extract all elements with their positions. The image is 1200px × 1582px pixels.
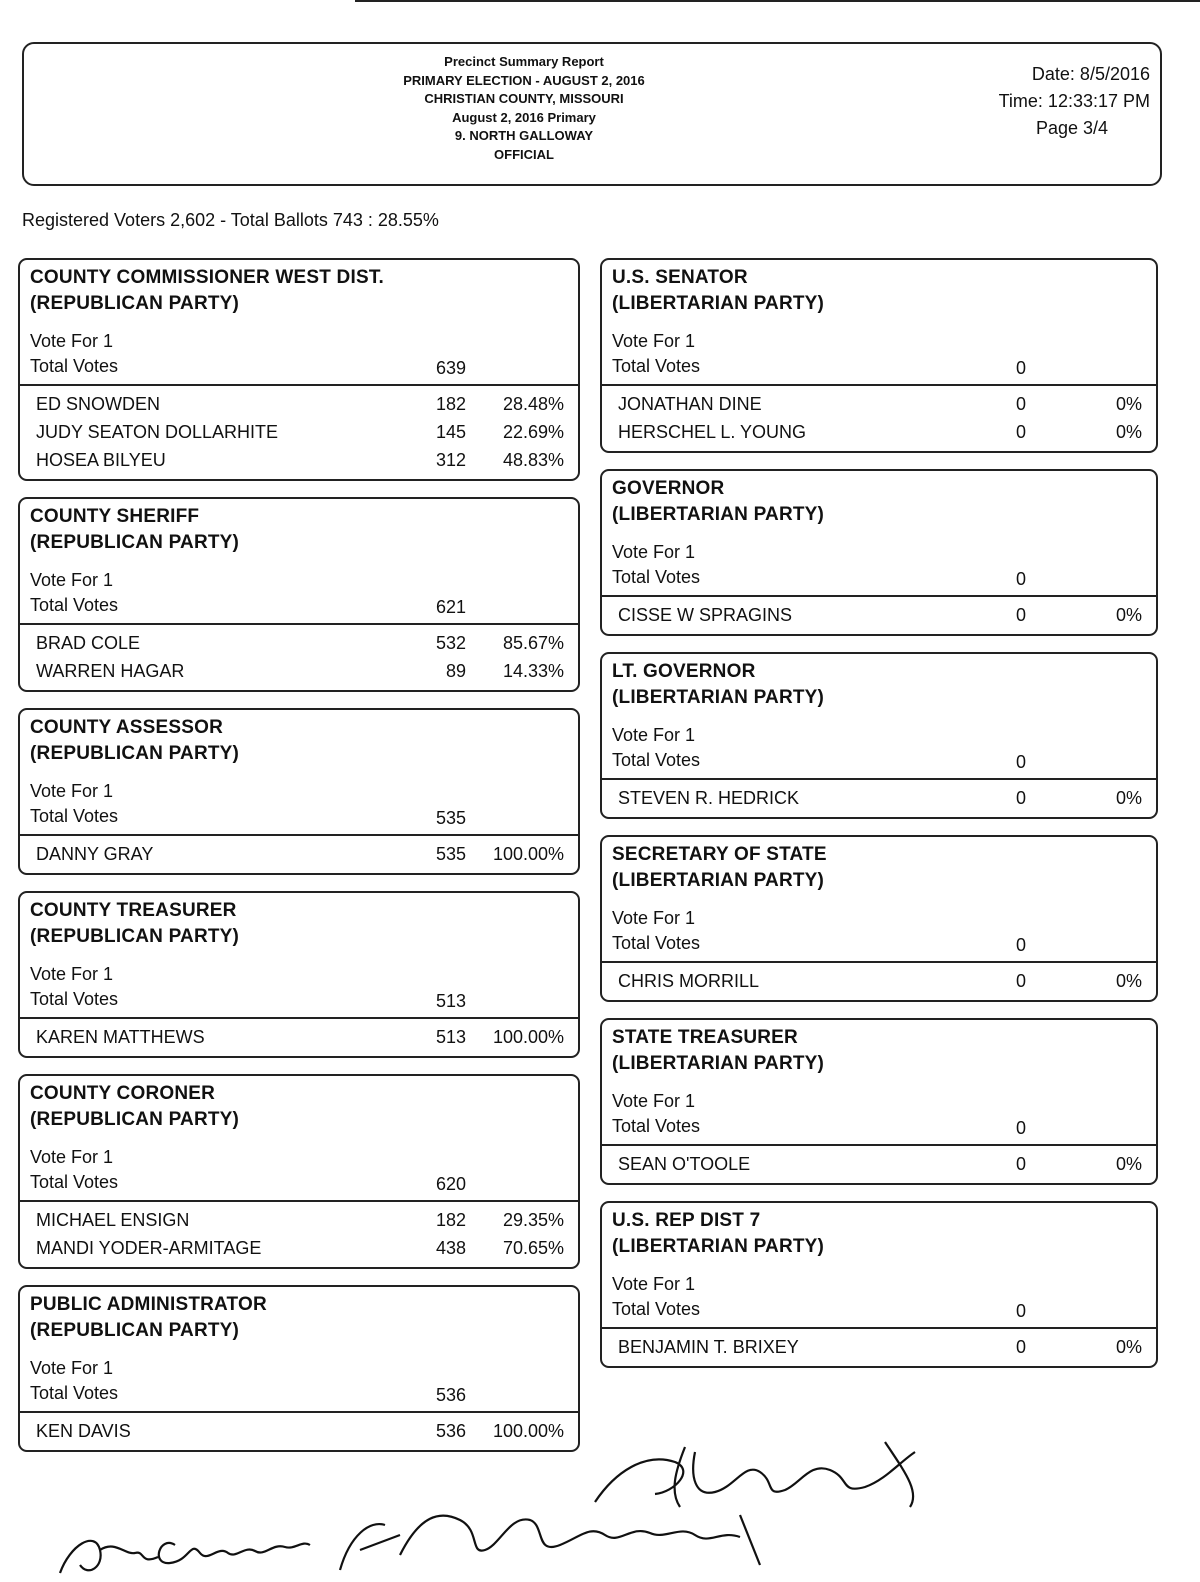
candidate-list	[602, 1146, 1156, 1183]
candidate-row	[602, 390, 1156, 418]
candidate-name: BRAD COLE	[36, 633, 141, 653]
contest-office: COUNTY TREASURER	[30, 900, 237, 921]
candidate-votes: 0	[1015, 605, 1026, 625]
candidate-row	[602, 601, 1156, 629]
candidate-name: HERSCHEL L. YOUNG	[618, 422, 807, 442]
total-votes-label: Total Votes	[612, 567, 701, 587]
top-border-line	[355, 0, 1200, 6]
candidate-row	[20, 390, 578, 418]
total-votes-row	[20, 1381, 578, 1407]
total-votes-row	[20, 593, 578, 619]
total-votes-row	[602, 354, 1156, 380]
total-votes-label: Total Votes	[30, 989, 119, 1009]
candidate-percent: 22.69%	[502, 422, 564, 442]
contest-title	[602, 654, 1156, 711]
total-votes-label: Total Votes	[612, 356, 701, 376]
candidate-percent: 0%	[1115, 971, 1142, 991]
candidate-name: HOSEA BILYEU	[36, 450, 166, 470]
candidate-row	[20, 446, 578, 474]
contest-public-administrator	[18, 1285, 580, 1452]
contest-office: COUNTY COMMISSIONER WEST DIST.	[30, 267, 385, 288]
candidate-votes: 145	[435, 422, 466, 442]
total-votes-row	[602, 1297, 1156, 1323]
candidate-list	[20, 1202, 578, 1267]
candidate-row	[20, 418, 578, 446]
candidate-name: CHRIS MORRILL	[618, 971, 760, 991]
candidate-votes: 0	[1015, 971, 1026, 991]
total-votes-label: Total Votes	[30, 806, 119, 826]
contest-office: COUNTY SHERIFF	[30, 506, 200, 527]
contest-title	[602, 471, 1156, 528]
contest-title	[20, 893, 578, 950]
candidate-votes: 182	[435, 394, 466, 414]
candidate-votes: 513	[435, 1027, 466, 1047]
candidate-name: STEVEN R. HEDRICK	[618, 788, 800, 808]
vote-for-label: Vote For 1	[30, 1358, 114, 1378]
vote-for-label: Vote For 1	[30, 1147, 114, 1167]
total-votes-row	[20, 987, 578, 1013]
contest-party: (LIBERTARIAN PARTY)	[612, 504, 825, 525]
contest-party: (REPUBLICAN PARTY)	[30, 743, 240, 764]
contest-county-treasurer	[18, 891, 580, 1058]
right-column	[600, 258, 1158, 1384]
vote-for-label: Vote For 1	[30, 781, 114, 801]
candidate-name: MANDI YODER-ARMITAGE	[36, 1238, 262, 1258]
report-meta	[910, 61, 1150, 142]
official-label: OFFICIAL	[494, 146, 554, 162]
total-votes-row	[20, 354, 578, 380]
total-votes-value: 536	[435, 1385, 466, 1405]
contest-office: PUBLIC ADMINISTRATOR	[30, 1294, 267, 1315]
candidate-votes: 182	[435, 1210, 466, 1230]
candidate-name: JONATHAN DINE	[618, 394, 762, 414]
candidate-list	[20, 1019, 578, 1056]
candidate-votes: 0	[1015, 1337, 1026, 1357]
contest-office: LT. GOVERNOR	[612, 661, 756, 682]
candidate-name: SEAN O'TOOLE	[618, 1154, 751, 1174]
total-votes-row	[602, 565, 1156, 591]
contest-party: (LIBERTARIAN PARTY)	[612, 870, 825, 891]
candidate-percent: 14.33%	[502, 661, 564, 681]
vote-for-label: Vote For 1	[30, 964, 114, 984]
candidate-percent: 100.00%	[492, 1421, 564, 1441]
candidate-percent: 28.48%	[502, 394, 564, 414]
total-votes-row	[602, 748, 1156, 774]
candidate-percent: 100.00%	[492, 1027, 564, 1047]
contest-county-coroner	[18, 1074, 580, 1269]
candidate-name: CISSE W SPRAGINS	[618, 605, 793, 625]
signature-right	[585, 1432, 930, 1522]
candidate-name: JUDY SEATON DOLLARHITE	[36, 422, 279, 442]
candidate-row	[20, 1206, 578, 1234]
contest-party: (LIBERTARIAN PARTY)	[612, 1053, 825, 1074]
candidate-row	[20, 1234, 578, 1262]
candidate-votes: 532	[435, 633, 466, 653]
contest-lt-governor	[600, 652, 1158, 819]
candidate-percent: 29.35%	[502, 1210, 564, 1230]
candidate-votes: 438	[435, 1238, 466, 1258]
candidate-row	[602, 967, 1156, 995]
candidate-list	[20, 1413, 578, 1450]
contest-title	[20, 260, 578, 317]
total-votes-value: 0	[1015, 358, 1026, 378]
candidate-list	[20, 386, 578, 479]
page-number: Page 3/4	[1035, 118, 1108, 138]
election-date: August 2, 2016 Primary	[452, 109, 596, 125]
total-votes-label: Total Votes	[612, 933, 701, 953]
vote-for-label: Vote For 1	[612, 331, 696, 351]
county-name: CHRISTIAN COUNTY, MISSOURI	[424, 91, 624, 106]
total-votes-row	[20, 1170, 578, 1196]
contest-party: (REPUBLICAN PARTY)	[30, 293, 240, 314]
candidate-name: ED SNOWDEN	[36, 394, 161, 414]
total-votes-label: Total Votes	[612, 750, 701, 770]
candidate-votes: 0	[1015, 394, 1026, 414]
contest-secretary-of-state	[600, 835, 1158, 1002]
contest-party: (REPUBLICAN PARTY)	[30, 1109, 240, 1130]
total-votes-row	[602, 931, 1156, 957]
candidate-name: MICHAEL ENSIGN	[36, 1210, 190, 1230]
candidate-row	[20, 1023, 578, 1051]
contest-party: (REPUBLICAN PARTY)	[30, 1320, 240, 1341]
vote-for-label: Vote For 1	[30, 331, 114, 351]
candidate-votes: 89	[445, 661, 466, 681]
contest-county-assessor	[18, 708, 580, 875]
candidate-percent: 0%	[1115, 1337, 1142, 1357]
report-title-block	[24, 53, 1024, 164]
total-votes-label: Total Votes	[30, 1172, 119, 1192]
candidate-list	[20, 625, 578, 690]
total-votes-value: 0	[1015, 752, 1026, 772]
candidate-row	[602, 1150, 1156, 1178]
total-votes-value: 621	[435, 597, 466, 617]
contest-party: (REPUBLICAN PARTY)	[30, 532, 240, 553]
contest-county-sheriff	[18, 497, 580, 692]
candidate-percent: 0%	[1115, 605, 1142, 625]
contest-title	[602, 1020, 1156, 1077]
candidate-votes: 0	[1015, 788, 1026, 808]
total-votes-row	[602, 1114, 1156, 1140]
candidate-percent: 100.00%	[492, 844, 564, 864]
candidate-votes: 0	[1015, 1154, 1026, 1174]
candidate-name: WARREN HAGAR	[36, 661, 185, 681]
total-votes-label: Total Votes	[30, 595, 119, 615]
candidate-name: BENJAMIN T. BRIXEY	[618, 1337, 799, 1357]
contest-county-commissioner-west-dist	[18, 258, 580, 481]
candidate-name: DANNY GRAY	[36, 844, 154, 864]
total-votes-value: 513	[435, 991, 466, 1011]
vote-for-label: Vote For 1	[612, 1091, 696, 1111]
contest-party: (LIBERTARIAN PARTY)	[612, 1236, 825, 1257]
candidate-list	[20, 836, 578, 873]
registered-voters-summary: Registered Voters 2,602 - Total Ballots 743 : 28.55%	[22, 210, 439, 230]
candidate-votes: 536	[435, 1421, 466, 1441]
total-votes-value: 535	[435, 808, 466, 828]
candidate-row	[602, 784, 1156, 812]
contest-office: U.S. REP DIST 7	[612, 1210, 761, 1231]
total-votes-value: 0	[1015, 1118, 1026, 1138]
candidate-percent: 0%	[1115, 1154, 1142, 1174]
contest-title	[602, 260, 1156, 317]
total-votes-value: 0	[1015, 1301, 1026, 1321]
contest-title	[20, 1076, 578, 1133]
contest-u-s-rep-dist-7	[600, 1201, 1158, 1368]
contest-title	[20, 1287, 578, 1344]
candidate-row	[20, 840, 578, 868]
candidate-list	[602, 1329, 1156, 1366]
total-votes-value: 639	[435, 358, 466, 378]
contest-office: COUNTY ASSESSOR	[30, 717, 224, 738]
candidate-row	[20, 1417, 578, 1445]
vote-for-label: Vote For 1	[612, 908, 696, 928]
candidate-list	[602, 780, 1156, 817]
contest-u-s-senator	[600, 258, 1158, 453]
contest-title	[602, 1203, 1156, 1260]
precinct-name: 9. NORTH GALLOWAY	[454, 128, 594, 143]
contest-governor	[600, 469, 1158, 636]
contest-office: SECRETARY OF STATE	[612, 844, 827, 865]
contest-party: (REPUBLICAN PARTY)	[30, 926, 240, 947]
contest-office: U.S. SENATOR	[612, 267, 748, 288]
report-header	[22, 42, 1162, 186]
vote-for-label: Vote For 1	[30, 570, 114, 590]
report-title: Precinct Summary Report	[444, 54, 604, 69]
election-name: PRIMARY ELECTION - AUGUST 2, 2016	[403, 72, 645, 88]
candidate-name: KEN DAVIS	[36, 1421, 131, 1441]
report-time: Time: 12:33:17 PM	[998, 91, 1150, 111]
vote-for-label: Vote For 1	[612, 725, 696, 745]
candidate-list	[602, 386, 1156, 451]
contest-office: GOVERNOR	[612, 478, 725, 499]
candidate-votes: 312	[435, 450, 466, 470]
candidate-percent: 0%	[1115, 788, 1142, 808]
contest-title	[602, 837, 1156, 894]
left-column	[18, 258, 580, 1468]
candidate-row	[602, 418, 1156, 446]
total-votes-label: Total Votes	[612, 1116, 701, 1136]
report-date: Date: 8/5/2016	[1031, 64, 1150, 84]
contest-title	[20, 499, 578, 556]
total-votes-value: 0	[1015, 935, 1026, 955]
contest-office: COUNTY CORONER	[30, 1083, 216, 1104]
candidate-votes: 535	[435, 844, 466, 864]
contest-party: (LIBERTARIAN PARTY)	[612, 687, 825, 708]
candidate-row	[602, 1333, 1156, 1361]
contest-office: STATE TREASURER	[612, 1027, 798, 1048]
candidate-row	[20, 657, 578, 685]
candidate-list	[602, 963, 1156, 1000]
vote-for-label: Vote For 1	[612, 1274, 696, 1294]
total-votes-row	[20, 804, 578, 830]
candidate-percent: 85.67%	[502, 633, 564, 653]
candidate-percent: 0%	[1115, 394, 1142, 414]
candidate-name: KAREN MATTHEWS	[36, 1027, 205, 1047]
total-votes-value: 620	[435, 1174, 466, 1194]
total-votes-label: Total Votes	[30, 356, 119, 376]
vote-for-label: Vote For 1	[612, 542, 696, 562]
contest-title	[20, 710, 578, 767]
contest-party: (LIBERTARIAN PARTY)	[612, 293, 825, 314]
candidate-percent: 0%	[1115, 422, 1142, 442]
candidate-percent: 70.65%	[502, 1238, 564, 1258]
candidate-percent: 48.83%	[502, 450, 564, 470]
candidate-row	[20, 629, 578, 657]
total-votes-label: Total Votes	[30, 1383, 119, 1403]
candidate-votes: 0	[1015, 422, 1026, 442]
contest-state-treasurer	[600, 1018, 1158, 1185]
total-votes-label: Total Votes	[612, 1299, 701, 1319]
total-votes-value: 0	[1015, 569, 1026, 589]
candidate-list	[602, 597, 1156, 634]
